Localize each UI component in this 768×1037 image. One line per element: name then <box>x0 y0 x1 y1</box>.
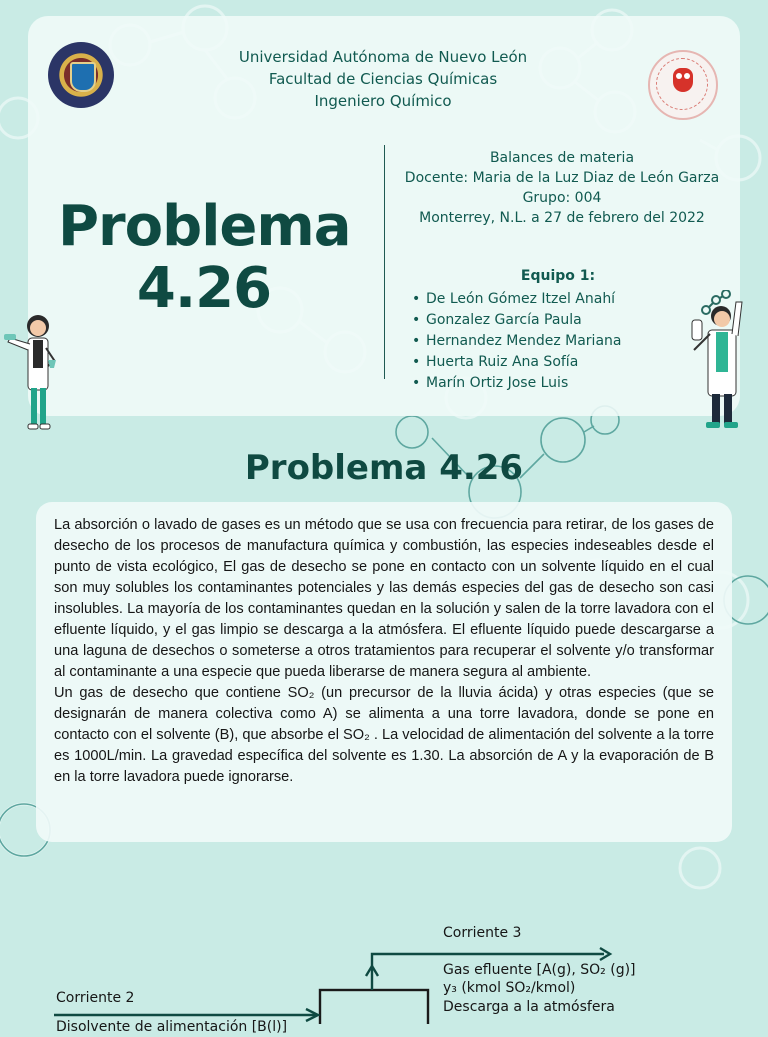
team-member: • De León Gómez Itzel Anahí <box>412 289 621 310</box>
stream-3-fraction: y₃ (kmol SO₂/kmol) <box>443 980 576 996</box>
absorber-tower <box>320 990 428 1024</box>
place-date: Monterrey, N.L. a 27 de febrero del 2022 <box>419 210 705 226</box>
stream-3-label: Corriente 3 <box>443 925 522 941</box>
team-title: Equipo 1: <box>520 268 596 284</box>
team-member: • Hernandez Mendez Mariana <box>412 331 621 352</box>
stream-3-destination: Descarga a la atmósfera <box>443 999 615 1015</box>
stream-2-description: Disolvente de alimentación [B(l)] <box>56 1019 288 1035</box>
cover-title-line2: 4.26 <box>136 256 272 321</box>
faculty-name: Facultad de Ciencias Químicas <box>268 70 498 88</box>
subject-name: Balances de materia <box>489 150 635 166</box>
problem-paragraph-2: Un gas de desecho que contiene SO₂ (un precursor de la lluvia ácida) y otras especies (que se designarán de manera colectiva como A) se alimenta a una torre lavadora, donde se pone en contacto con el solvente (B), que absorbe el SO₂ . La velocidad de alimentación del solvente a la torre es 1000L/min. La gravedad específica del solvente es 1.30. La absorción de A y la evaporación de B en la torre lavadora puede ignorarse. <box>54 685 714 785</box>
stream-2-label: Corriente 2 <box>56 990 135 1006</box>
problem-statement <box>54 515 714 788</box>
male-scientist-illustration <box>686 290 762 432</box>
team-member: • Marín Ortiz Jose Luis <box>412 373 621 394</box>
vertical-divider <box>384 145 385 379</box>
section-title: Problema 4.26 <box>244 448 524 488</box>
problem-statement-card <box>36 502 732 842</box>
team-member-list <box>412 289 621 394</box>
problem-paragraph-1: La absorción o lavado de gases es un método que se usa con frecuencia para retirar, de los gases de desecho de los procesos de manufactura química y combustión, las especies indeseables desde el punto de vista ecológico, El gas de desecho se pone en contacto con un solvente líquido en el cual son muy solubles los contaminantes potenciales y las demás especies del gas de desecho son casi insolubles. La mayoría de los contaminantes quedan en la solución y salen de la torre lavadora con el efluente líquido, y el gas limpio se descarga a la atmósfera. El efluente líquido puede descargarse a una laguna de desechos o someterse a otros tratamientos para recuperar el solvente y/o transformar al contaminante a una especie que pueda liberarse de manera segura al ambiente. <box>54 517 714 680</box>
group-number: Grupo: 004 <box>522 190 602 206</box>
team-member: • Gonzalez García Paula <box>412 310 621 331</box>
career-name: Ingeniero Químico <box>314 92 452 110</box>
stream-3-composition: Gas efluente [A(g), SO₂ (g)] <box>443 962 636 978</box>
female-scientist-illustration <box>4 308 62 434</box>
institution-header <box>0 46 766 112</box>
cover-title-line1: Problema <box>58 194 351 259</box>
teacher-name: Docente: Maria de la Luz Diaz de León Garza <box>404 170 720 186</box>
cover-title <box>58 196 350 320</box>
course-info <box>392 148 732 228</box>
team-member: • Huerta Ruiz Ana Sofía <box>412 352 621 373</box>
university-name: Universidad Autónoma de Nuevo León <box>238 48 528 66</box>
